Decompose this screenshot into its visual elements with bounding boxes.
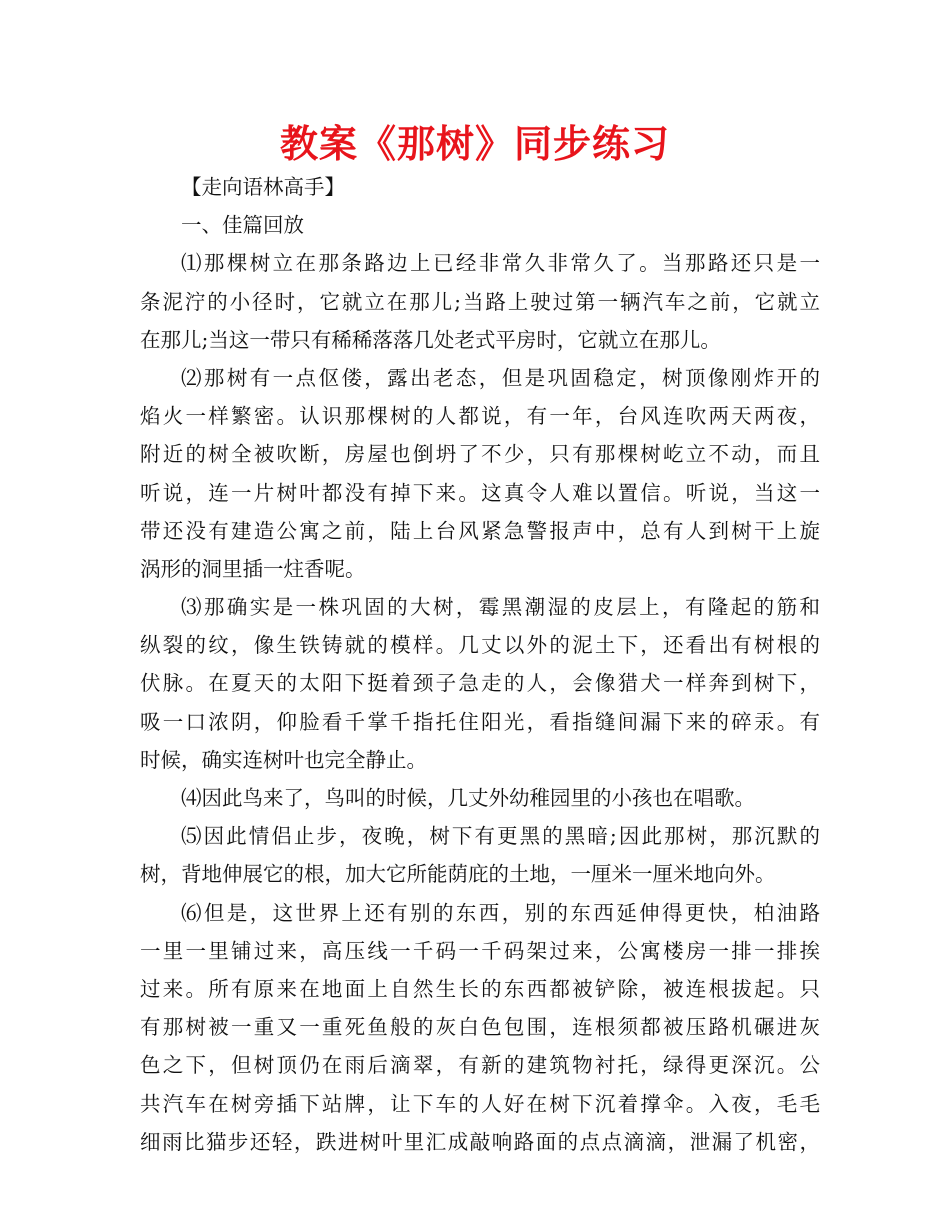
- paragraph-2: [140, 359, 820, 588]
- paragraph-line: ⑴那棵树立在那条路边上已经非常久非常久了。当那路还只是一: [181, 251, 820, 276]
- paragraph-line: 焰火一样繁密。认识那棵树的人都说，有一年，台风连吹两天两夜，: [140, 404, 820, 429]
- paragraph-4: [140, 779, 820, 817]
- paragraph-line: 条泥泞的小径时，它就立在那儿;当路上驶过第一辆汽车之前，它就立: [140, 289, 820, 314]
- paragraph-line: 细雨比猫步还轻，跌进树叶里汇成敲响路面的点点滴滴，泄漏了机密，: [140, 1129, 820, 1154]
- paragraph-line: 听说，连一片树叶都没有掉下来。这真令人难以置信。听说，当这一: [140, 480, 820, 505]
- paragraph-1: [140, 244, 820, 359]
- paragraph-line: 过来。所有原来在地面上自然生长的东西都被铲除，被连根拔起。只: [140, 976, 820, 1001]
- section-heading: 【走向语林高手】: [181, 175, 345, 199]
- paragraph-3: [140, 588, 820, 779]
- paragraph-line: 涡形的洞里插一炷香呢。: [140, 556, 366, 581]
- paragraph-line: ⑹但是，这世界上还有别的东西，别的东西延伸得更快，柏油路: [181, 900, 820, 925]
- paragraph-line: 树，背地伸展它的根，加大它所能荫庇的土地，一厘米一厘米地向外。: [140, 862, 776, 887]
- paragraph-line: 共汽车在树旁插下站牌，让下车的人好在树下沉着撑伞。入夜，毛毛: [140, 1091, 820, 1116]
- paragraph-line: 附近的树全被吹断，房屋也倒坍了不少，只有那棵树屹立不动，而且: [140, 442, 820, 467]
- document-title: 教案《那树》同步练习: [279, 122, 670, 166]
- paragraph-line: 在那儿;当这一带只有稀稀落落几处老式平房时，它就立在那儿。: [140, 327, 721, 352]
- subsection-heading: 一、佳篇回放: [181, 213, 304, 238]
- paragraph-line: 色之下，但树顶仍在雨后滴翠，有新的建筑物衬托，绿得更深沉。公: [140, 1053, 820, 1078]
- paragraph-line: 有那树被一重又一重死鱼般的灰白色包围，连根须都被压路机碾进灰: [140, 1015, 820, 1040]
- paragraph-6: [140, 894, 820, 1161]
- paragraph-line: 吸一口浓阴，仰脸看千掌千指托住阳光，看指缝间漏下来的碎汞。有: [140, 709, 820, 734]
- paragraph-line: 纵裂的纹，像生铁铸就的模样。几丈以外的泥土下，还看出有树根的: [140, 633, 820, 658]
- paragraph-line: 伏脉。在夏天的太阳下挺着颈子急走的人，会像猎犬一样奔到树下，: [140, 671, 820, 696]
- paragraph-line: ⑶那确实是一株巩固的大树，霉黑潮湿的皮层上，有隆起的筋和: [181, 595, 820, 620]
- paragraph-line: ⑷因此鸟来了，鸟叫的时候，几丈外幼稚园里的小孩也在唱歌。: [181, 786, 755, 810]
- paragraph-line: ⑸因此情侣止步，夜晚，树下有更黑的黑暗;因此那树，那沉默的: [181, 824, 820, 849]
- paragraph-5: [140, 817, 820, 893]
- paragraph-line: 带还没有建造公寓之前，陆上台风紧急警报声中，总有人到树干上旋: [140, 518, 820, 543]
- paragraph-line: 一里一里铺过来，高压线一千码一千码架过来，公寓楼房一排一排挨: [140, 938, 820, 963]
- paragraph-line: 时候，确实连树叶也完全静止。: [140, 747, 427, 772]
- paragraph-line: ⑵那树有一点伛偻，露出老态，但是巩固稳定，树顶像刚炸开的: [181, 365, 820, 390]
- document-body: [140, 168, 820, 1161]
